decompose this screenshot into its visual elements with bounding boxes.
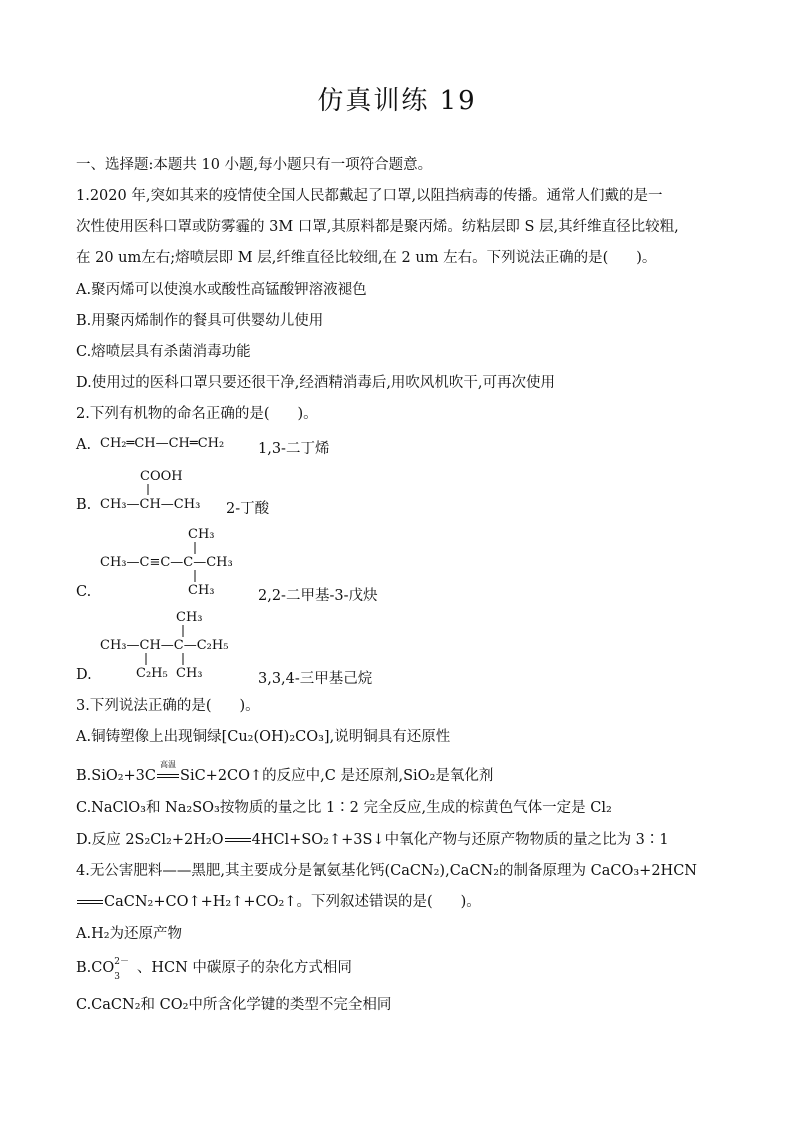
q3-option-b-condition: 高温 bbox=[160, 760, 177, 769]
q3-option-d-reactants: D.反应 2S₂Cl₂+2H₂O bbox=[76, 832, 224, 848]
q2-d-top-group: CH₃ bbox=[176, 610, 203, 625]
q2-d-main-chain: CH₃—CH—C—C₂H₅ bbox=[100, 638, 229, 653]
q4-option-c: C.CaCN₂和 CO₂中所含化学键的类型不完全相同 bbox=[76, 997, 392, 1013]
q3-option-d-products: 4HCl+SO₂↑+3S↓中氧化产物与还原产物物质的量之比为 3∶1 bbox=[251, 832, 669, 848]
q4-equals-sign bbox=[77, 900, 103, 904]
q2-c-main-chain: CH₃—C≡C—C—CH₃ bbox=[100, 555, 233, 570]
q2-option-b-name: 2-丁酸 bbox=[226, 501, 270, 517]
q2-stem-end: )。 bbox=[297, 406, 318, 422]
q2-d-bottom-group-right: CH₃ bbox=[176, 666, 203, 681]
q3-option-d-equals-sign bbox=[225, 838, 251, 842]
q4-option-b bbox=[76, 957, 352, 982]
q1-stem-line2: 次性使用医科口罩或防雾霾的 3M 口罩,其原料都是聚丙烯。纺粘层即 S 层,其纤维直径比较粗, bbox=[76, 219, 679, 235]
page-title: 仿真训练 19 bbox=[317, 86, 477, 116]
q2-option-b-structure bbox=[96, 462, 226, 518]
q1-stem-line1: 1.2020 年,突如其来的疫情使全国人民都戴起了口罩,以阻挡病毒的传播。通常人们戴的是一 bbox=[76, 188, 663, 204]
q3-option-d bbox=[76, 830, 669, 850]
q2-option-c-label: C. bbox=[76, 584, 92, 600]
q1-stem-line3-end: )。 bbox=[636, 250, 657, 266]
q4-stem-line1: 4.无公害肥料——黑肥,其主要成分是氰氨基化钙(CaCN₂),CaCN₂的制备原理为 CaCO₃+2HCN bbox=[76, 863, 697, 879]
q4-option-a: A.H₂为还原产物 bbox=[76, 926, 183, 942]
q2-stem-text: 2.下列有机物的命名正确的是( bbox=[76, 406, 270, 422]
q2-option-c-name: 2,2-二甲基-3-戊炔 bbox=[258, 588, 378, 604]
q4-option-b-prefix: B.CO bbox=[76, 960, 115, 976]
q2-stem bbox=[76, 404, 318, 424]
q2-b-top-group: COOH bbox=[140, 469, 183, 484]
q3-option-b-reactants: B.SiO₂+3C bbox=[76, 768, 157, 784]
q2-b-main-chain: CH₃—CH—CH₃ bbox=[100, 497, 201, 512]
q2-option-a-name: 1,3-二丁烯 bbox=[258, 441, 330, 457]
q4-option-b-subscript: 3 bbox=[114, 972, 120, 982]
q1-option-d: D.使用过的医科口罩只要还很干净,经酒精消毒后,用吹风机吹干,可再次使用 bbox=[76, 375, 556, 391]
q1-stem-line3-text: 在 20 um左右;熔喷层即 M 层,纤维直径比较细,在 2 um 左右。下列说法正确的是( bbox=[76, 250, 609, 266]
q2-option-d-label: D. bbox=[76, 667, 92, 683]
q3-stem bbox=[76, 696, 260, 716]
q1-stem-line3 bbox=[76, 248, 656, 268]
q2-option-a-label: A. bbox=[76, 437, 92, 453]
q2-c-top-group: CH₃ bbox=[188, 527, 215, 542]
q3-option-b-products: SiC+2CO↑的反应中,C 是还原剂,SiO₂是氧化剂 bbox=[180, 768, 494, 784]
q3-option-a: A.铜铸塑像上出现铜绿[Cu₂(OH)₂CO₃],说明铜具有还原性 bbox=[76, 729, 451, 745]
q2-d-bottom-group-left: C₂H₅ bbox=[136, 666, 168, 681]
q3-option-c: C.NaClO₃和 Na₂SO₃按物质的量之比 1∶2 完全反应,生成的棕黄色气体一定是 Cl₂ bbox=[76, 800, 612, 816]
q2-c-bottom-group: CH₃ bbox=[188, 583, 215, 598]
section-heading: 一、选择题:本题共 10 小题,每小题只有一项符合题意。 bbox=[76, 157, 433, 173]
q3-option-b bbox=[76, 760, 494, 786]
q4-option-b-charge: 2－ bbox=[114, 957, 129, 967]
q1-option-c: C.熔喷层具有杀菌消毒功能 bbox=[76, 344, 251, 360]
q4-stem-line2 bbox=[76, 892, 481, 912]
q4-stem-line2-end: )。 bbox=[460, 894, 481, 910]
q3-stem-text: 3.下列说法正确的是( bbox=[76, 698, 212, 714]
q2-option-b-label: B. bbox=[76, 497, 92, 513]
q1-option-a: A.聚丙烯可以使溴水或酸性高锰酸钾溶液褪色 bbox=[76, 282, 367, 298]
q3-stem-end: )。 bbox=[239, 698, 260, 714]
q2-option-a-formula: CH₂═CH—CH═CH₂ bbox=[100, 436, 225, 451]
q2-option-d-name: 3,3,4-三甲基己烷 bbox=[258, 671, 373, 687]
q4-stem-line2-text: CaCN₂+CO↑+H₂↑+CO₂↑。下列叙述错误的是( bbox=[104, 894, 433, 910]
q2-option-c-structure bbox=[96, 524, 246, 602]
q1-option-b: B.用聚丙烯制作的餐具可供婴幼儿使用 bbox=[76, 313, 324, 329]
q2-option-d-structure bbox=[96, 607, 246, 685]
q4-option-b-text: 、HCN 中碳原子的杂化方式相同 bbox=[132, 960, 352, 976]
